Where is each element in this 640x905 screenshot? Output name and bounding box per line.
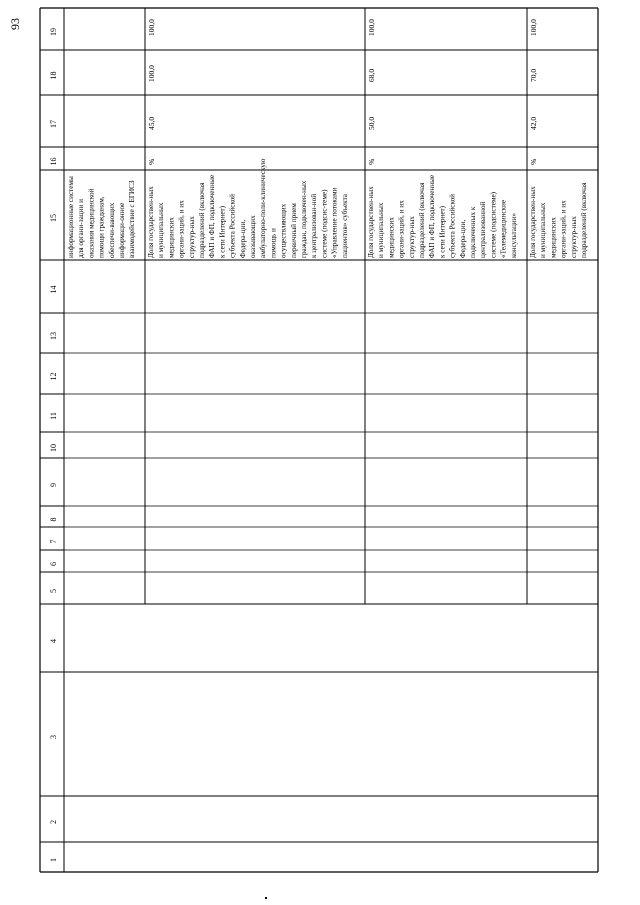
indicator-text-line: органи-заций, и их [559, 200, 568, 258]
indicator-text-line: Доля государствен-ных [529, 186, 537, 258]
column-number: 14 [49, 285, 58, 294]
indicator-text-line: оказания медицинской [87, 188, 96, 258]
indicator-text-line: «Телемедицинские [499, 199, 508, 258]
indicator-text-line: граждан, подключен-ных [300, 180, 308, 258]
indicator-text-line: информаци-онное [118, 202, 126, 258]
unit-cell: % [147, 158, 156, 165]
indicator-text-line: взаимодействие с ЕГИСЗ [128, 180, 137, 258]
indicator-text-line: для органи-зации и [77, 199, 86, 258]
column-number: 10 [49, 444, 58, 452]
indicator-text-line: медицинских [387, 217, 396, 258]
column-number: 11 [49, 412, 58, 420]
indicator-text-line: осуществляющих [279, 203, 288, 258]
indicator-text-line: первичный прием [289, 203, 298, 258]
column-number: 7 [49, 539, 58, 544]
indicator-text-line: и муниципальных [539, 202, 548, 258]
indicator-text-line: структур-ных [407, 216, 416, 258]
value-2025: 100,0 [367, 19, 376, 36]
column-number: 2 [49, 820, 58, 824]
column-number: 6 [49, 562, 58, 566]
indicator-text-line: и муниципальных [157, 202, 166, 258]
indicator-text-line: медицинских [167, 217, 176, 258]
indicator-text-line: «Управление потоками [330, 187, 339, 258]
value-2024: 70,0 [529, 68, 538, 82]
indicator-text-line: амбулаторно-поли-клиническую [259, 158, 268, 258]
indicator-text-line: Федера-ции, [458, 219, 467, 258]
indicator-text-line: системе (подсис-теме) [320, 189, 329, 258]
value-base: 42,0 [529, 116, 538, 130]
unit-cell: % [367, 158, 376, 165]
indicator-text-line: подразделений (включая [198, 182, 206, 258]
indicator-text-line: централизованной [479, 201, 488, 258]
indicator-text-line: к централизован-ной [310, 193, 319, 258]
indicator-text-line: Федера-ции, [238, 219, 247, 258]
indicator-text-line: субъекта Российской [228, 193, 237, 258]
indicator-text-line: Доля государствен-ных [147, 186, 155, 258]
table-grid [40, 8, 598, 872]
indicator-text-line: пациентов» субъекта [340, 194, 349, 258]
indicator-text-line: структур-ных [187, 216, 196, 258]
indicator-text-line: информационные системы [67, 176, 75, 258]
column-number: 8 [49, 517, 58, 522]
table-text [49, 19, 588, 862]
column-number: 4 [49, 639, 58, 643]
page-number: 93 [8, 18, 22, 30]
column-number: 12 [49, 372, 58, 381]
column-number: 17 [49, 120, 58, 128]
value-2024: 68,0 [367, 68, 376, 82]
indicator-text-line: ФАП и ФП, подключенные [428, 174, 437, 258]
column-number: 13 [49, 332, 58, 340]
indicator-text-line: обеспечи-вающих [107, 202, 116, 258]
indicator-text-line: к сети Интернет) [438, 205, 447, 258]
indicator-text-line: органи-заций, и их [397, 200, 406, 258]
value-2025: 100,0 [147, 19, 156, 36]
column-number: 19 [49, 28, 58, 36]
indicator-text-line: к сети Интернет) [218, 205, 227, 258]
indicator-text-line: структур-ных [569, 216, 578, 258]
column-number: 5 [49, 589, 58, 593]
indicator-text-line: консультации» [509, 212, 518, 258]
column-number: 9 [49, 483, 58, 487]
value-base: 50,0 [367, 116, 376, 130]
column-number: 18 [49, 71, 58, 80]
column-number: 1 [49, 858, 58, 862]
indicator-text-line: помощи гражданам, [97, 196, 106, 258]
column-number: 16 [49, 157, 58, 166]
indicator-text-line: подключенных к [469, 206, 477, 258]
value-base: 45,0 [147, 116, 156, 130]
value-2024: 100,0 [147, 65, 156, 82]
indicator-text-line: оказывающих [249, 215, 257, 258]
indicator-text-line: органи-заций, и их [177, 200, 186, 258]
indicator-text-line: Доля государствен-ных [367, 186, 375, 258]
indicator-text-line: медицинских [549, 217, 558, 258]
unit-cell: % [529, 158, 538, 165]
value-2025: 100,0 [529, 19, 538, 36]
indicator-text-line: и муниципальных [377, 202, 386, 258]
indicator-text-line: помощь и [269, 228, 278, 258]
column-number: 3 [49, 735, 58, 739]
indicator-text-line: подразделений (включая [580, 182, 588, 258]
indicator-text-line: подразделений (включая [418, 182, 426, 258]
scan-dot [265, 897, 267, 899]
indicator-text-line: субъекта Российской [448, 193, 457, 258]
indicator-text-line: системе (подсистеме) [489, 191, 498, 258]
column-number: 15 [49, 214, 58, 222]
indicator-text-line: ФАП и ФП, подключенные [208, 174, 217, 258]
